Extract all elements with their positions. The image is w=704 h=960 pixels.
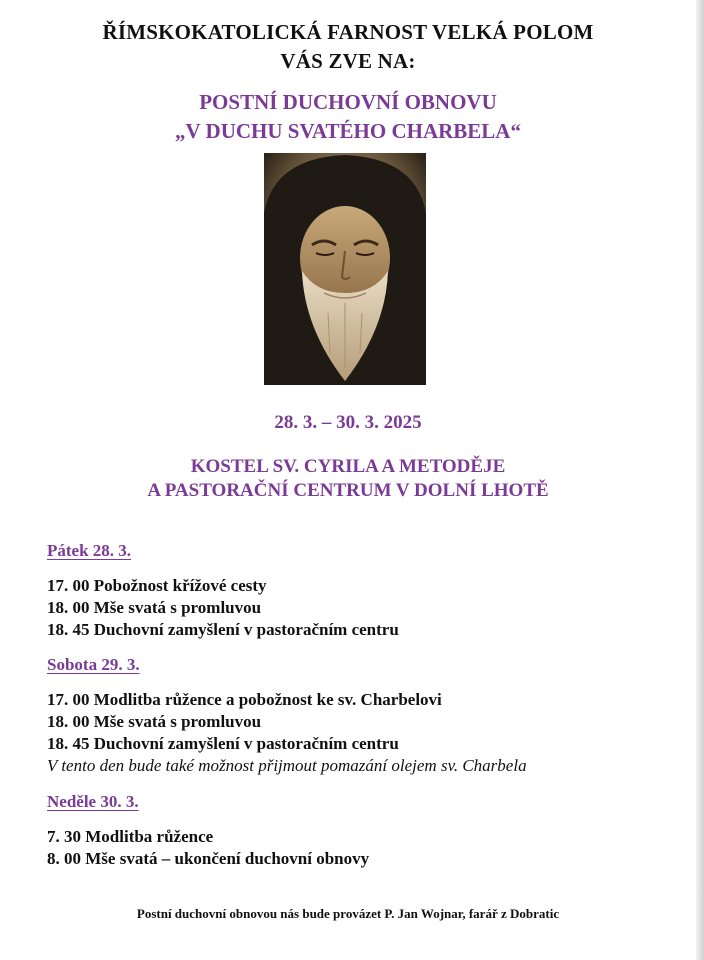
event-location bbox=[0, 455, 696, 503]
schedule-item: 18. 00 Mše svatá s promluvou bbox=[47, 712, 262, 731]
page-edge bbox=[696, 0, 704, 960]
event-title bbox=[0, 88, 696, 146]
footer-note: Postní duchovní obnovou nás bude provázet P. Jan Wojnar, farář z Dobratic bbox=[136, 906, 560, 921]
schedule-friday bbox=[47, 575, 399, 641]
anointing-note: V tento den bude také možnost přijmout pomazání olejem sv. Charbela bbox=[47, 756, 527, 775]
day-heading-sunday: Neděle 30. 3. bbox=[47, 792, 139, 811]
schedule-item: 17. 00 Pobožnost křížové cesty bbox=[47, 576, 267, 595]
location-line2: A PASTORAČNÍ CENTRUM V DOLNÍ LHOTĚ bbox=[147, 480, 549, 501]
day-heading-friday: Pátek 28. 3. bbox=[47, 541, 132, 560]
saint-charbel-portrait bbox=[264, 153, 426, 385]
event-title-line2: „V DUCHU SVATÉHO CHARBELA“ bbox=[175, 119, 521, 143]
day-friday bbox=[47, 541, 131, 561]
schedule-item: 18. 45 Duchovní zamyšlení v pastoračním centru bbox=[47, 620, 399, 639]
schedule-item: 18. 45 Duchovní zamyšlení v pastoračním centru bbox=[47, 734, 399, 753]
event-dates: 28. 3. – 30. 3. 2025 bbox=[274, 412, 422, 433]
schedule-item: 7. 30 Modlitba růžence bbox=[47, 827, 214, 846]
event-title-line1: POSTNÍ DUCHOVNÍ OBNOVU bbox=[199, 90, 497, 114]
parish-name: ŘÍMSKOKATOLICKÁ FARNOST VELKÁ POLOM bbox=[102, 20, 594, 44]
schedule-item: 8. 00 Mše svatá – ukončení duchovní obnovy bbox=[47, 849, 370, 868]
day-heading-saturday: Sobota 29. 3. bbox=[47, 655, 140, 674]
parish-header bbox=[0, 18, 696, 76]
schedule-item: 17. 00 Modlitba růžence a pobožnost ke sv. Charbelovi bbox=[47, 690, 442, 709]
invite-line: VÁS ZVE NA: bbox=[280, 49, 416, 73]
schedule-item: 18. 00 Mše svatá s promluvou bbox=[47, 598, 262, 617]
location-line1: KOSTEL SV. CYRILA A METODĚJE bbox=[190, 456, 506, 477]
day-sunday bbox=[47, 792, 139, 812]
schedule-saturday bbox=[47, 689, 527, 777]
day-saturday bbox=[47, 655, 140, 675]
schedule-sunday bbox=[47, 826, 369, 870]
